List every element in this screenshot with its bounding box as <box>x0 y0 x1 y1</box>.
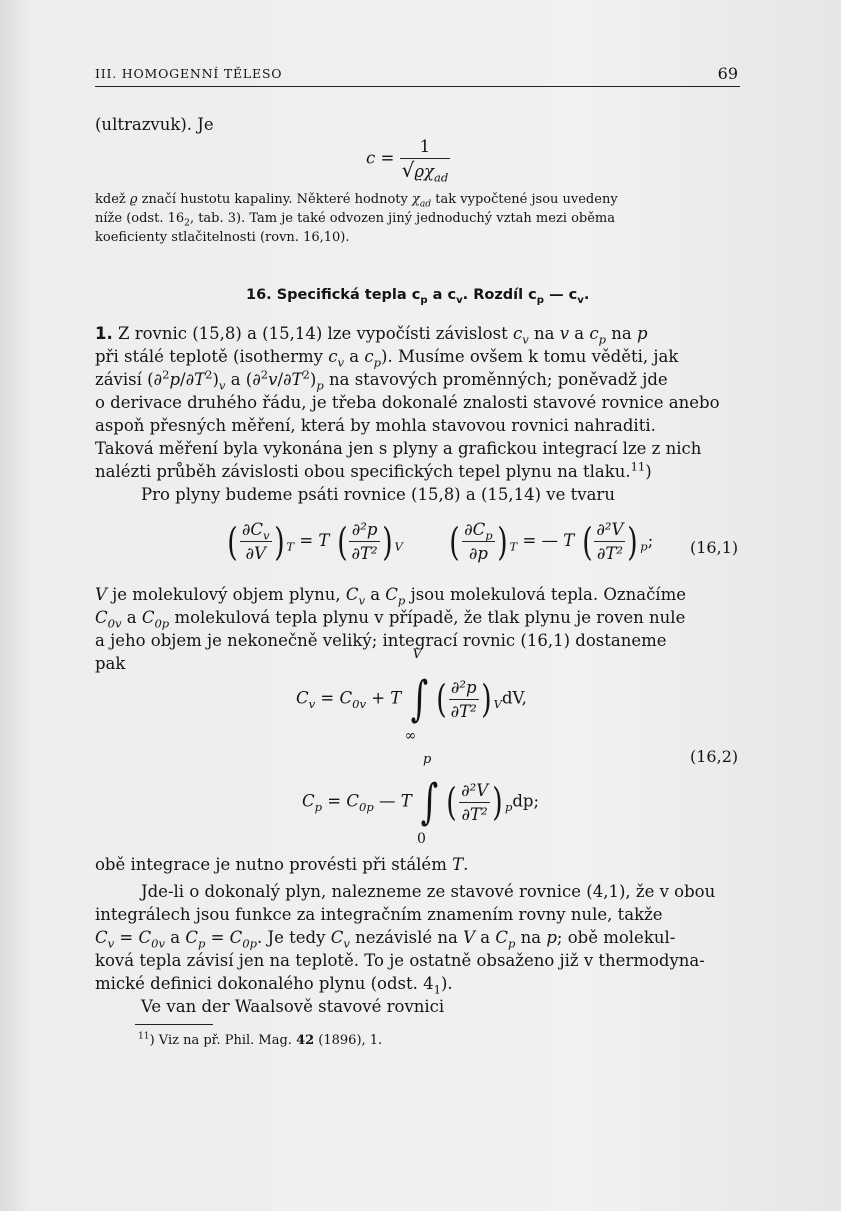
equation-number-16-2: (16,2) <box>690 747 739 766</box>
paragraph-3: V je molekulový objem plynu, $C_v$ a $C_p$ jsou molekulová tepla. Označíme $C_{0v}$ a $C_{0p}$ molekulová tepla plynu v případě, že tlak plynu je roven nule a jeho objem je nekonečně veliký; integrací rovnic (16,1) dostaneme pak <box>95 585 686 673</box>
paragraph-4: obě integrace je nutno provésti při stálém T. <box>95 855 469 874</box>
equation-c: c = $\frac{1}{√ϱ\chi_{ad}}$ <box>366 137 449 185</box>
equation-number-16-1: (16,1) <box>690 538 739 557</box>
equation-cv: $C_v = C_{0v} + T$ V ∫ ∞ ( $\frac{\text{∂²p}}{\text{∂T²}}$ ) $_V$dV, <box>296 647 527 744</box>
chapter-title: III. HOMOGENNÍ TĚLESO <box>95 66 283 81</box>
paragraph-5: Jde-li o dokonalý plyn, nalezneme ze stavové rovnice (4,1), že v obou integrálech jsou funkce za integračním znamením rovny nule, takže $C_v = C_{0v}$ a $C_p = C_{0p}$. Je tedy $C_v$ nezávislé na V a $C_p$ na p; obě molekul- ková tepla závisí jen na teplotě. To je ostatně obsaženo již v thermodyna- mické definici dokonalého plynu (odst. $4_1$). <box>95 882 716 997</box>
equation-16-1: ( $\frac{\partial C_v}{\partial V}$ ) $_T$ = T ( $\frac{\text{∂²p}}{\text{∂T²}}$ ) $_V$ ( $\frac{\partial C_p}{\partial p}$ ) $_T$ = — T ( $\frac{\text{∂²V}}{\text{∂T²}}$ ) $_p$; <box>227 519 654 564</box>
intro-text: (ultrazvuk). Je <box>95 115 214 134</box>
small-paragraph: kdež ϱ značí hustotu kapaliny. Některé hodnoty $\chi_{ad}$ tak vypočtené jsou uvedeny níže (odst. $16_2$, tab. 3). Tam je také odvozen jiný jednoduchý vztah mezi oběma koeficienty stlačitelnosti (rovn. 16,10). <box>95 192 618 245</box>
paragraph-1: 1. Z rovnic (15,8) a (15,14) lze vypočísti závislost $c_v$ na v a $c_p$ na p při stálé teplotě (isothermy $c_v$ a $c_p$). Musíme ovšem k tomu věděti, jak závisí $(\partial^2p/\partial T^2)_v$ a $(\partial^2v/\partial T^2)_p$ na stavových proměnných; poněvadž jde o derivace druhého řádu, je třeba dokonalé znalosti stavové rovnice anebo aspoň přesných měření, která by mohla stavovou rovnici nahraditi. Taková měření byla vykonána jen s plyny a grafickou integrací lze z nich nalézti průběh závislosti obou specifických tepel plynu na tlaku.$^{11}$) <box>95 324 720 481</box>
running-header <box>95 66 740 87</box>
footnote: $^{11}$) Viz na př. Phil. Mag. 42 (1896), 1. <box>138 1031 383 1048</box>
equation-cp: $C_p = C_{0p}$ — T p ∫ 0 ( $\frac{\text{∂²V}}{\text{∂T²}}$ ) $_p$dp; <box>302 752 540 847</box>
paragraph-6: Ve van der Waalsově stavové rovnici <box>141 997 445 1016</box>
paragraph-2: Pro plyny budeme psáti rovnice (15,8) a (15,14) ve tvaru <box>141 485 615 504</box>
section-heading: 16. Specifická tepla $c_p$ a $c_v$. Rozdíl $c_p$ — $c_v$. <box>246 287 590 306</box>
page-number: 69 <box>717 64 738 83</box>
footnote-rule <box>135 1024 213 1025</box>
